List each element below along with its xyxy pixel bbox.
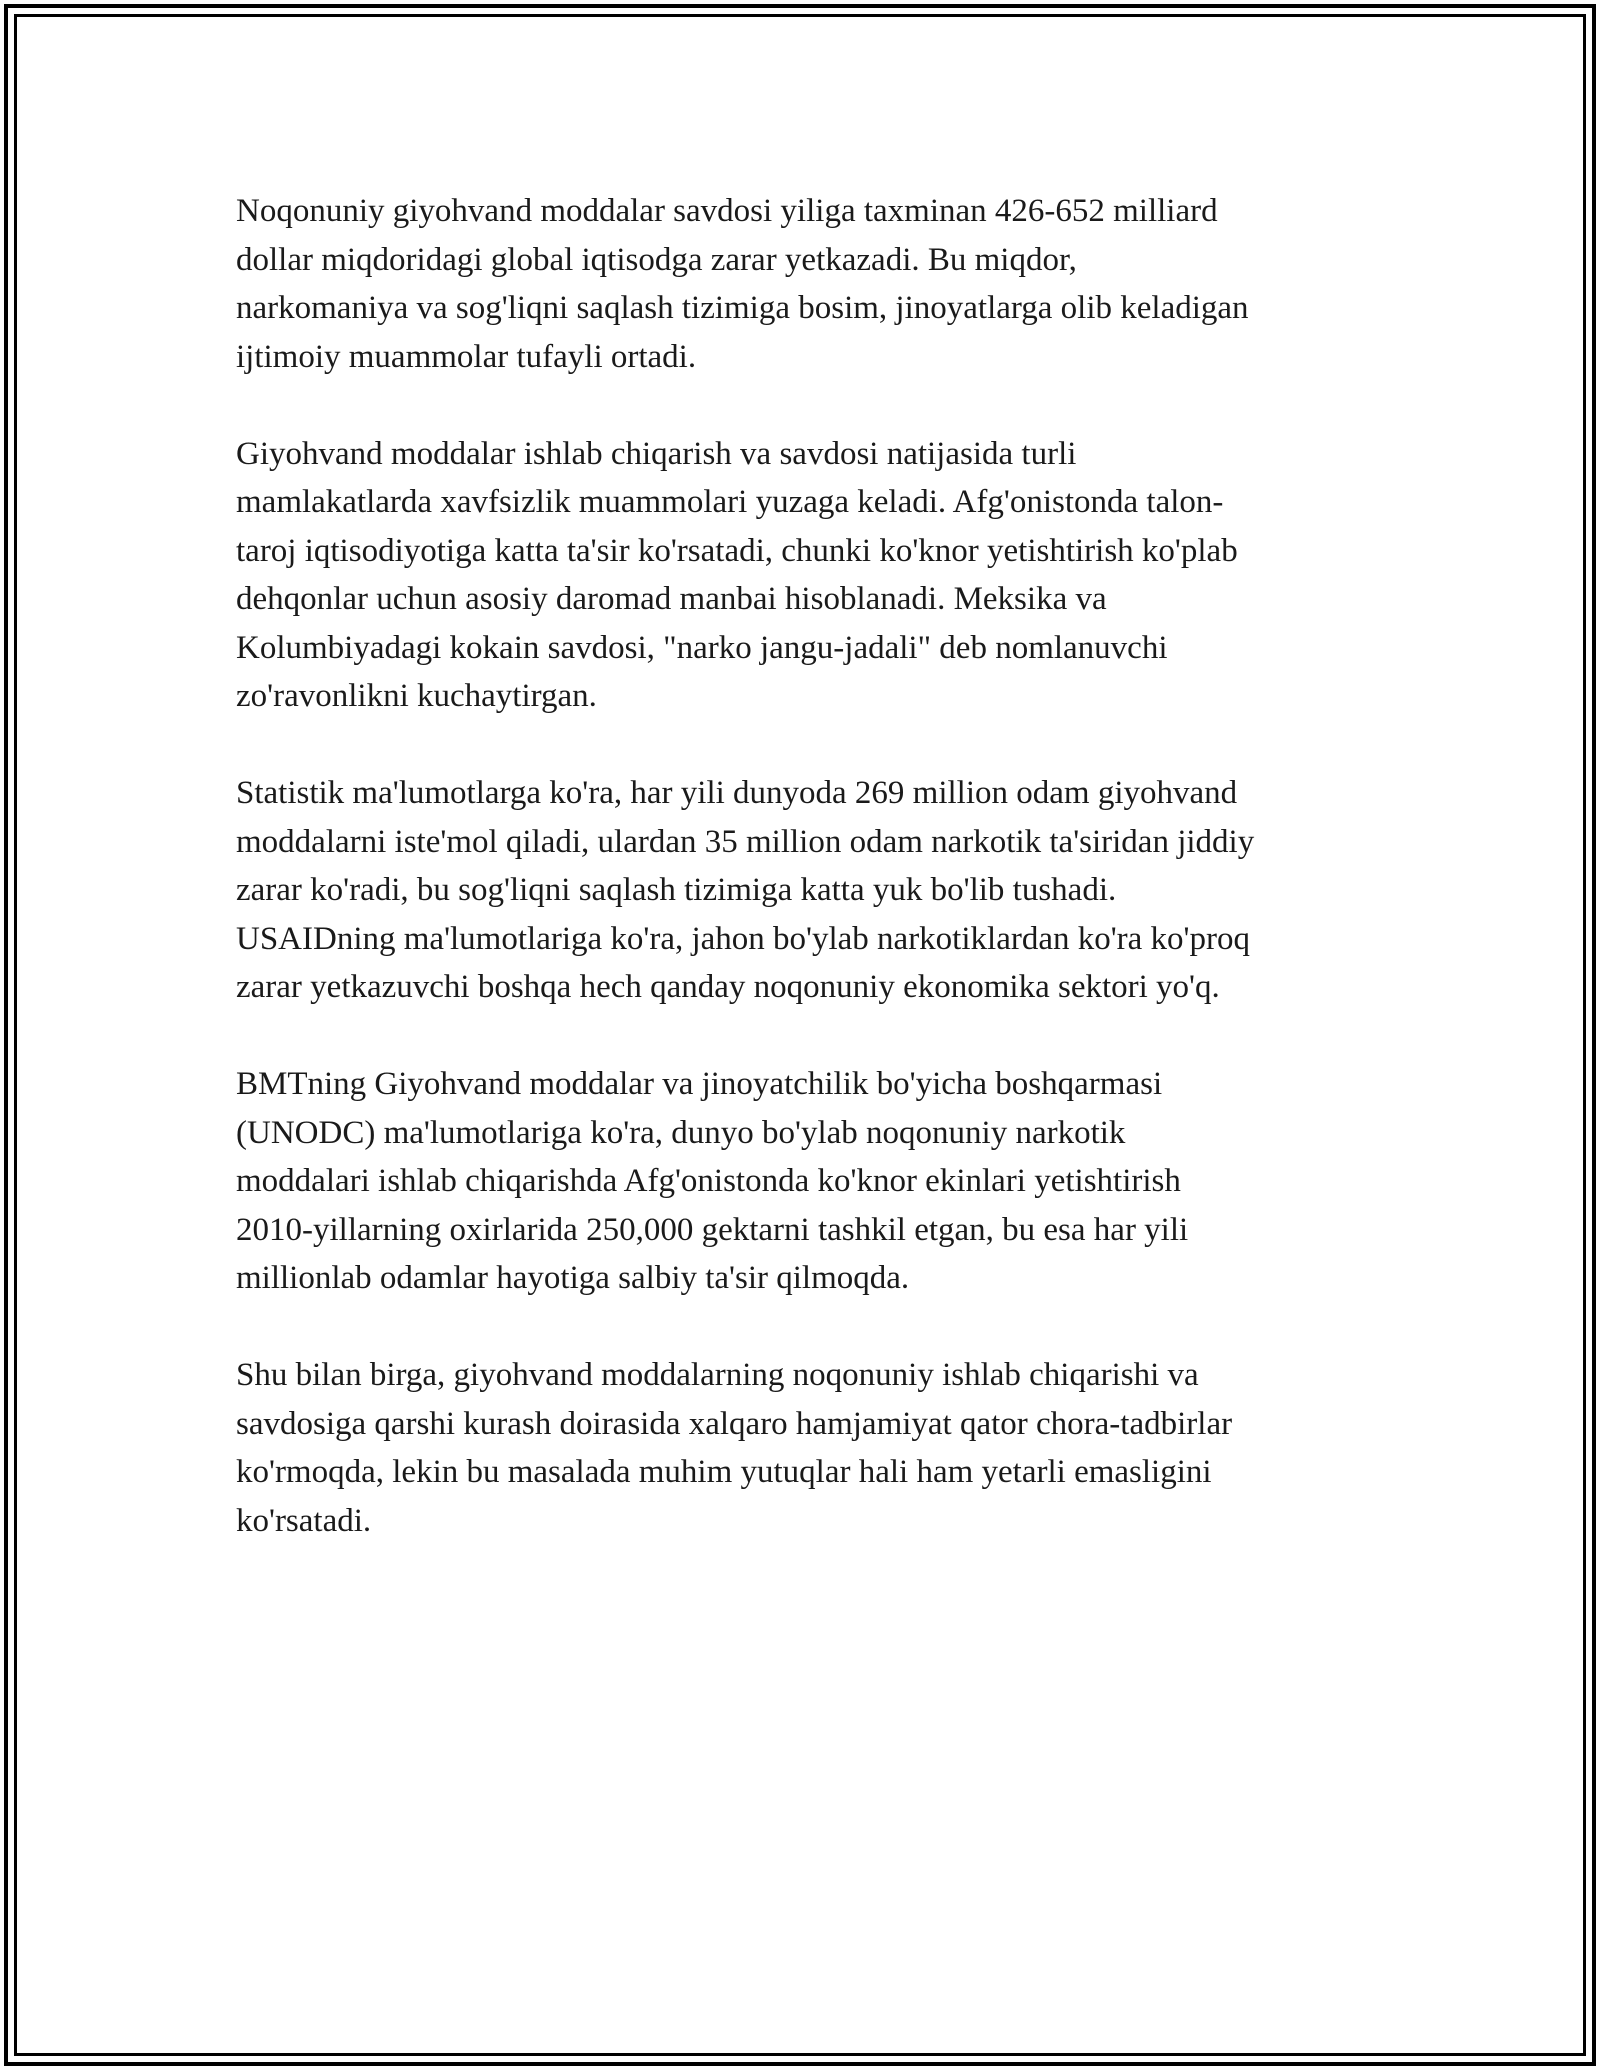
paragraph-3: Statistik ma'lumotlarga ko'ra, har yili dunyoda 269 million odam giyohvand moddalarni iste'mol qiladi, ulardan 35 million odam narkotik ta'siridan jiddiy zarar ko'radi, bu sog'liqni saqlash tizimiga katta yuk bo'lib tushadi. USAIDning ma'lumotlariga ko'ra, jahon bo'ylab narkotiklardan ko'ra ko'proq zarar yetkazuvchi boshqa hech qanday noqonuniy ekonomika sektori yo'q. <box>236 775 1255 1005</box>
paragraph-5: Shu bilan birga, giyohvand moddalarning noqonuniy ishlab chiqarishi va savdosiga qarshi kurash doirasida xalqaro hamjamiyat qator chora-tadbirlar ko'rmoqda, lekin bu masalada muhim yutuqlar hali ham yetarli emasligini ko'rsatadi. <box>236 1357 1233 1539</box>
paragraph-2: Giyohvand moddalar ishlab chiqarish va savdosi natijasida turli mamlakatlarda xavfsizlik muammolari yuzaga keladi. Afg'onistonda talon- taroj iqtisodiyotiga katta ta'sir ko'rsatadi, chunki ko'knor yetishtirish ko'plab dehqonlar uchun asosiy daromad manbai hisoblanadi. Meksika va Kolumbiyadagi kokain savdosi, "narko jangu-jadali" deb nomlanuvchi zo'ravonlikni kuchaytirgan. <box>236 435 1238 714</box>
paragraph-1: Noqonuniy giyohvand moddalar savdosi yiliga taxminan 426-652 milliard dollar miqdoridagi global iqtisodga zarar yetkazadi. Bu miqdor, narkomaniya va sog'liqni saqlash tizimiga bosim, jinoyatlarga olib keladigan ijtimoiy muammolar tufayli ortadi. <box>236 193 1249 375</box>
document-body <box>236 187 1386 1594</box>
paragraph-4: BMTning Giyohvand moddalar va jinoyatchilik bo'yicha boshqarmasi (UNODC) ma'lumotlariga ko'ra, dunyo bo'ylab noqonuniy narkotik moddalari ishlab chiqarishda Afg'onistonda ko'knor ekinlari yetishtirish 2010-yillarning oxirlarida 250,000 gektarni tashkil etgan, bu esa har yili millionlab odamlar hayotiga salbiy ta'sir qilmoqda. <box>236 1066 1189 1296</box>
